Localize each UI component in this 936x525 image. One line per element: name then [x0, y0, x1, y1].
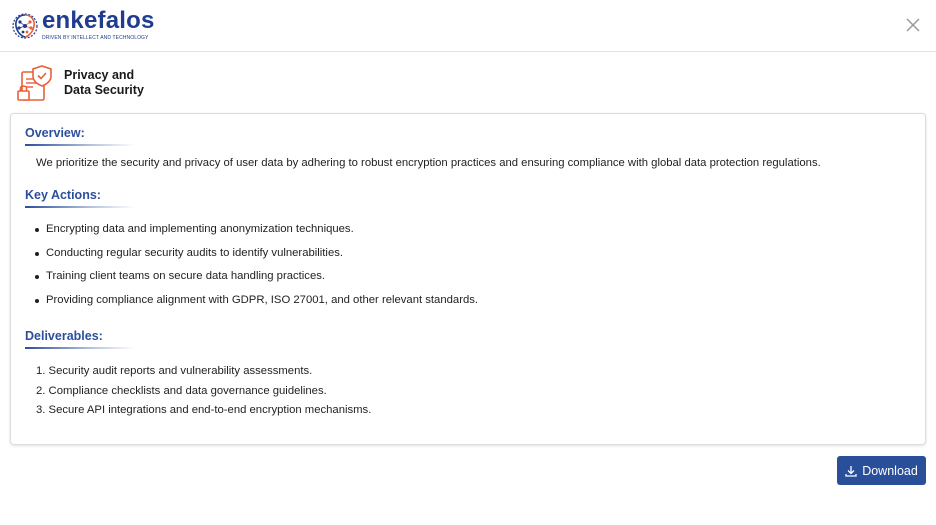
close-icon[interactable] — [903, 15, 923, 35]
title-line-1: Privacy and — [64, 68, 135, 82]
overview-text: We prioritize the security and privacy of user data by adhering to robust encryption practices and ensuring compliance with global data protection regulations. — [36, 157, 821, 169]
heading-underline — [25, 144, 135, 146]
bullet-icon — [35, 299, 39, 303]
brand-logo — [11, 7, 155, 41]
list-item: Providing compliance alignment with GDPR, ISO 27001, and other relevant standards. — [35, 294, 478, 318]
modal-header — [0, 0, 936, 52]
brand-tagline: DRIVEN BY INTELLECT AND TECHNOLOGY — [42, 35, 149, 41]
list-item: 1. Security audit reports and vulnerability assessments. — [36, 365, 313, 377]
list-item: 2. Compliance checklists and data governance guidelines. — [36, 384, 327, 397]
key-actions-heading: Key Actions: — [25, 188, 135, 208]
download-label: Download — [862, 463, 918, 478]
brain-circuit-icon — [11, 12, 39, 40]
overview-heading: Overview: — [25, 126, 135, 146]
brand-name: enkefalos — [42, 7, 155, 34]
shield-document-icon — [15, 64, 55, 104]
key-actions-list — [35, 223, 478, 317]
bullet-icon — [35, 228, 39, 232]
download-icon — [845, 465, 857, 477]
list-item: 3. Secure API integrations and end-to-end encryption mechanisms. — [36, 404, 372, 417]
page-title — [15, 64, 144, 104]
bullet-icon — [35, 252, 39, 256]
bullet-icon — [35, 275, 39, 279]
download-button[interactable] — [837, 456, 926, 485]
title-line-2: Data Security — [64, 83, 144, 97]
list-item: Training client teams on secure data handling practices. — [35, 270, 478, 294]
deliverables-heading: Deliverables: — [25, 329, 135, 349]
heading-underline — [25, 347, 135, 349]
list-item: Encrypting data and implementing anonymization techniques. — [35, 223, 478, 247]
deliverables-list — [36, 365, 371, 424]
content-card — [10, 113, 926, 445]
list-item: Conducting regular security audits to identify vulnerabilities. — [35, 247, 478, 271]
heading-underline — [25, 206, 135, 208]
